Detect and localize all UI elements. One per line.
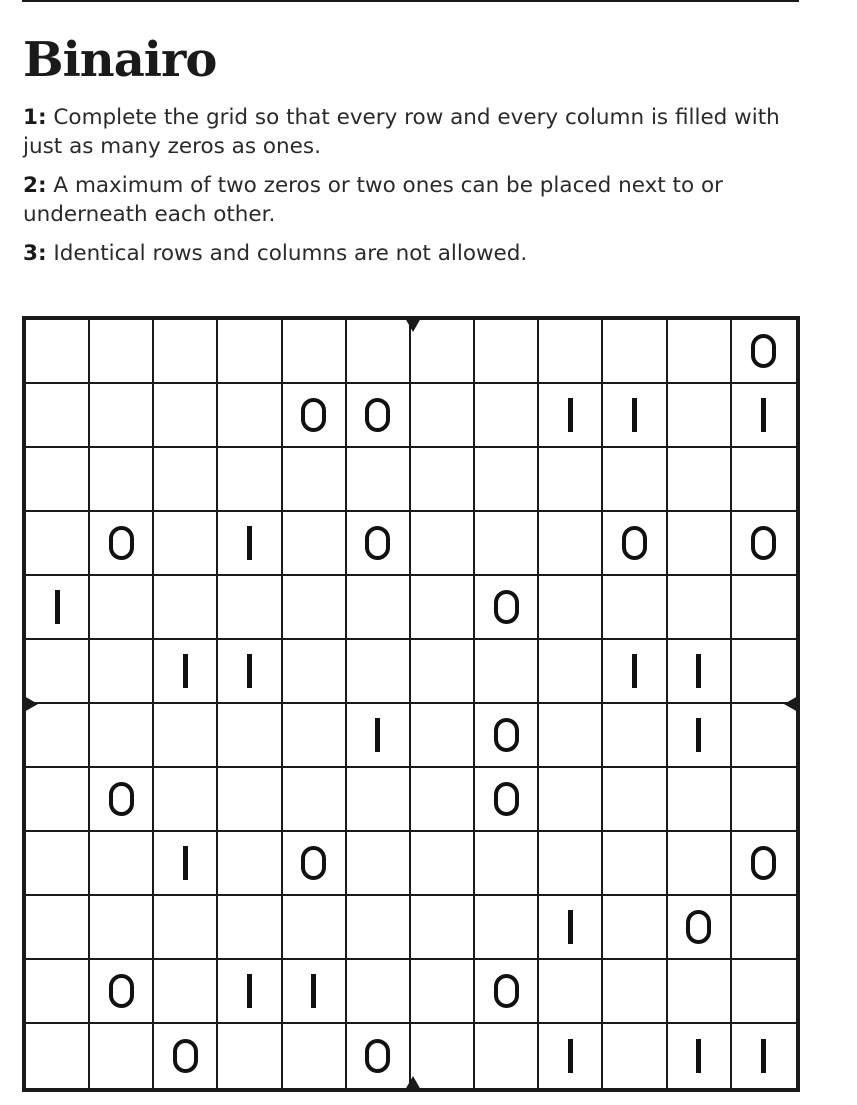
grid-cell[interactable] (154, 512, 218, 576)
grid-cell[interactable] (154, 896, 218, 960)
grid-cell[interactable] (154, 704, 218, 768)
puzzle-grid (26, 320, 796, 1088)
grid-cell[interactable] (539, 896, 603, 960)
rule-text: A maximum of two zeros or two ones can be placed next to or underneath each other. (23, 173, 723, 227)
grid-cell[interactable] (218, 512, 282, 576)
grid-cell[interactable] (411, 640, 475, 704)
grid-cell[interactable] (732, 960, 796, 1024)
one-glyph (696, 718, 701, 752)
grid-cell[interactable] (218, 1024, 282, 1088)
one-glyph (568, 1039, 573, 1073)
grid-cell[interactable] (283, 640, 347, 704)
puzzle-title: Binairo (23, 32, 217, 88)
grid-cell[interactable] (732, 448, 796, 512)
one-glyph (247, 654, 252, 688)
grid-cell[interactable] (26, 384, 90, 448)
grid-cell[interactable] (539, 832, 603, 896)
grid-cell[interactable] (603, 640, 667, 704)
grid-cell[interactable] (732, 768, 796, 832)
grid-cell[interactable] (475, 320, 539, 384)
grid-cell[interactable] (347, 768, 411, 832)
grid-cell[interactable] (218, 576, 282, 640)
grid-cell[interactable] (732, 1024, 796, 1088)
grid-cell[interactable] (411, 512, 475, 576)
grid-cell[interactable] (90, 768, 154, 832)
grid-cell[interactable] (668, 768, 732, 832)
grid-cell[interactable] (603, 576, 667, 640)
grid-cell[interactable] (539, 384, 603, 448)
grid-cell[interactable] (668, 512, 732, 576)
center-marker-bottom-icon (405, 1076, 421, 1090)
grid-cell[interactable] (26, 896, 90, 960)
grid-cell[interactable] (475, 448, 539, 512)
grid-cell[interactable] (539, 320, 603, 384)
grid-cell[interactable] (90, 448, 154, 512)
grid-cell[interactable] (475, 512, 539, 576)
center-marker-top-icon (405, 318, 421, 332)
zero-glyph (494, 718, 519, 752)
grid-cell[interactable] (90, 960, 154, 1024)
grid-cell[interactable] (26, 704, 90, 768)
grid-cell[interactable] (90, 640, 154, 704)
grid-cell[interactable] (475, 960, 539, 1024)
grid-cell[interactable] (90, 896, 154, 960)
grid-cell[interactable] (154, 576, 218, 640)
grid-cell[interactable] (475, 832, 539, 896)
grid-cell[interactable] (668, 640, 732, 704)
grid-cell[interactable] (154, 640, 218, 704)
grid-cell[interactable] (668, 320, 732, 384)
grid-cell[interactable] (283, 768, 347, 832)
grid-cell[interactable] (411, 384, 475, 448)
grid-cell[interactable] (668, 960, 732, 1024)
grid-cell[interactable] (603, 384, 667, 448)
grid-cell[interactable] (539, 768, 603, 832)
grid-cell[interactable] (539, 576, 603, 640)
grid-cell[interactable] (732, 640, 796, 704)
one-glyph (247, 974, 252, 1008)
grid-cell[interactable] (475, 1024, 539, 1088)
grid-cell[interactable] (732, 320, 796, 384)
grid-cell[interactable] (539, 640, 603, 704)
grid-cell[interactable] (26, 576, 90, 640)
grid-cell[interactable] (283, 832, 347, 896)
grid-cell[interactable] (26, 640, 90, 704)
grid-cell[interactable] (283, 896, 347, 960)
grid-cell[interactable] (603, 832, 667, 896)
grid-cell[interactable] (283, 704, 347, 768)
grid-cell[interactable] (411, 576, 475, 640)
grid-cell[interactable] (90, 704, 154, 768)
grid-cell[interactable] (347, 1024, 411, 1088)
grid-cell[interactable] (539, 512, 603, 576)
grid-cell[interactable] (90, 384, 154, 448)
grid-cell[interactable] (218, 832, 282, 896)
center-marker-right-icon (784, 696, 798, 712)
grid-cell[interactable] (668, 896, 732, 960)
zero-glyph (365, 1039, 390, 1073)
zero-glyph (494, 590, 519, 624)
grid-cell[interactable] (347, 512, 411, 576)
rule-number: 3: (23, 241, 47, 266)
grid-cell[interactable] (475, 384, 539, 448)
rule-number: 2: (23, 173, 47, 198)
grid-cell[interactable] (539, 1024, 603, 1088)
grid-cell[interactable] (603, 320, 667, 384)
grid-cell[interactable] (411, 960, 475, 1024)
grid-cell[interactable] (603, 768, 667, 832)
grid-cell[interactable] (411, 448, 475, 512)
grid-cell[interactable] (154, 384, 218, 448)
grid-cell[interactable] (90, 320, 154, 384)
one-glyph (375, 718, 380, 752)
grid-cell[interactable] (90, 832, 154, 896)
grid-cell[interactable] (475, 704, 539, 768)
grid-cell[interactable] (539, 448, 603, 512)
grid-cell[interactable] (283, 384, 347, 448)
one-glyph (247, 526, 252, 560)
grid-cell[interactable] (668, 448, 732, 512)
zero-glyph (751, 334, 776, 368)
grid-cell[interactable] (603, 1024, 667, 1088)
rules-section (23, 103, 799, 278)
grid-cell[interactable] (668, 1024, 732, 1088)
grid-cell[interactable] (154, 448, 218, 512)
grid-cell[interactable] (218, 896, 282, 960)
grid-cell[interactable] (603, 960, 667, 1024)
zero-glyph (751, 526, 776, 560)
zero-glyph (301, 846, 326, 880)
rule-3 (23, 239, 799, 268)
grid-cell[interactable] (283, 576, 347, 640)
grid-cell[interactable] (154, 1024, 218, 1088)
zero-glyph (365, 526, 390, 560)
rule-2 (23, 171, 799, 229)
one-glyph (696, 654, 701, 688)
one-glyph (632, 654, 637, 688)
grid-cell[interactable] (411, 896, 475, 960)
grid-cell[interactable] (347, 320, 411, 384)
grid-cell[interactable] (668, 384, 732, 448)
grid-cell[interactable] (347, 896, 411, 960)
grid-cell[interactable] (218, 960, 282, 1024)
grid-cell[interactable] (347, 384, 411, 448)
grid-cell[interactable] (732, 384, 796, 448)
grid-cell[interactable] (154, 960, 218, 1024)
grid-cell[interactable] (283, 512, 347, 576)
grid-cell[interactable] (218, 384, 282, 448)
one-glyph (568, 910, 573, 944)
grid-cell[interactable] (539, 704, 603, 768)
rule-number: 1: (23, 105, 47, 130)
grid-cell[interactable] (26, 1024, 90, 1088)
grid-cell[interactable] (26, 320, 90, 384)
grid-cell[interactable] (603, 704, 667, 768)
grid-cell[interactable] (154, 768, 218, 832)
zero-glyph (109, 974, 134, 1008)
zero-glyph (173, 1039, 198, 1073)
grid-cell[interactable] (26, 768, 90, 832)
one-glyph (632, 398, 637, 432)
grid-cell[interactable] (668, 576, 732, 640)
grid-cell[interactable] (90, 576, 154, 640)
grid-cell[interactable] (283, 1024, 347, 1088)
zero-glyph (301, 398, 326, 432)
grid-cell[interactable] (603, 448, 667, 512)
zero-glyph (109, 526, 134, 560)
grid-cell[interactable] (475, 640, 539, 704)
grid-cell[interactable] (347, 832, 411, 896)
one-glyph (761, 1039, 766, 1073)
grid-cell[interactable] (347, 448, 411, 512)
rule-text: Complete the grid so that every row and every column is filled with just as many zeros as ones. (23, 105, 780, 159)
grid-cell[interactable] (732, 512, 796, 576)
one-glyph (761, 398, 766, 432)
zero-glyph (109, 782, 134, 816)
grid-cell[interactable] (283, 960, 347, 1024)
grid-cell[interactable] (90, 1024, 154, 1088)
grid-cell[interactable] (347, 704, 411, 768)
grid-cell[interactable] (154, 320, 218, 384)
one-glyph (55, 590, 60, 624)
grid-cell[interactable] (603, 512, 667, 576)
grid-cell[interactable] (732, 896, 796, 960)
top-rule (22, 0, 799, 2)
rule-1 (23, 103, 799, 161)
one-glyph (183, 846, 188, 880)
grid-cell[interactable] (668, 832, 732, 896)
grid-cell[interactable] (411, 768, 475, 832)
grid-cell[interactable] (283, 448, 347, 512)
grid-cell[interactable] (475, 768, 539, 832)
grid-cell[interactable] (283, 320, 347, 384)
grid-cell[interactable] (218, 320, 282, 384)
grid-cell[interactable] (90, 512, 154, 576)
grid-cell[interactable] (218, 704, 282, 768)
grid-cell[interactable] (26, 512, 90, 576)
center-marker-left-icon (24, 696, 38, 712)
grid-cell[interactable] (668, 704, 732, 768)
grid-cell[interactable] (732, 704, 796, 768)
puzzle-board (22, 316, 800, 1092)
grid-cell[interactable] (347, 960, 411, 1024)
zero-glyph (494, 974, 519, 1008)
zero-glyph (494, 782, 519, 816)
grid-cell[interactable] (539, 960, 603, 1024)
zero-glyph (365, 398, 390, 432)
grid-cell[interactable] (475, 896, 539, 960)
grid-cell[interactable] (603, 896, 667, 960)
one-glyph (696, 1039, 701, 1073)
grid-cell[interactable] (411, 832, 475, 896)
grid-cell[interactable] (411, 704, 475, 768)
grid-cell[interactable] (347, 640, 411, 704)
grid-cell[interactable] (218, 448, 282, 512)
grid-cell[interactable] (154, 832, 218, 896)
one-glyph (568, 398, 573, 432)
zero-glyph (751, 846, 776, 880)
one-glyph (183, 654, 188, 688)
grid-cell[interactable] (26, 832, 90, 896)
grid-cell[interactable] (475, 576, 539, 640)
grid-cell[interactable] (26, 448, 90, 512)
one-glyph (311, 974, 316, 1008)
rule-text: Identical rows and columns are not allowed. (46, 241, 528, 266)
grid-cell[interactable] (347, 576, 411, 640)
grid-cell[interactable] (26, 960, 90, 1024)
zero-glyph (622, 526, 647, 560)
grid-cell[interactable] (732, 832, 796, 896)
zero-glyph (686, 910, 711, 944)
grid-cell[interactable] (732, 576, 796, 640)
grid-cell[interactable] (218, 768, 282, 832)
grid-cell[interactable] (218, 640, 282, 704)
